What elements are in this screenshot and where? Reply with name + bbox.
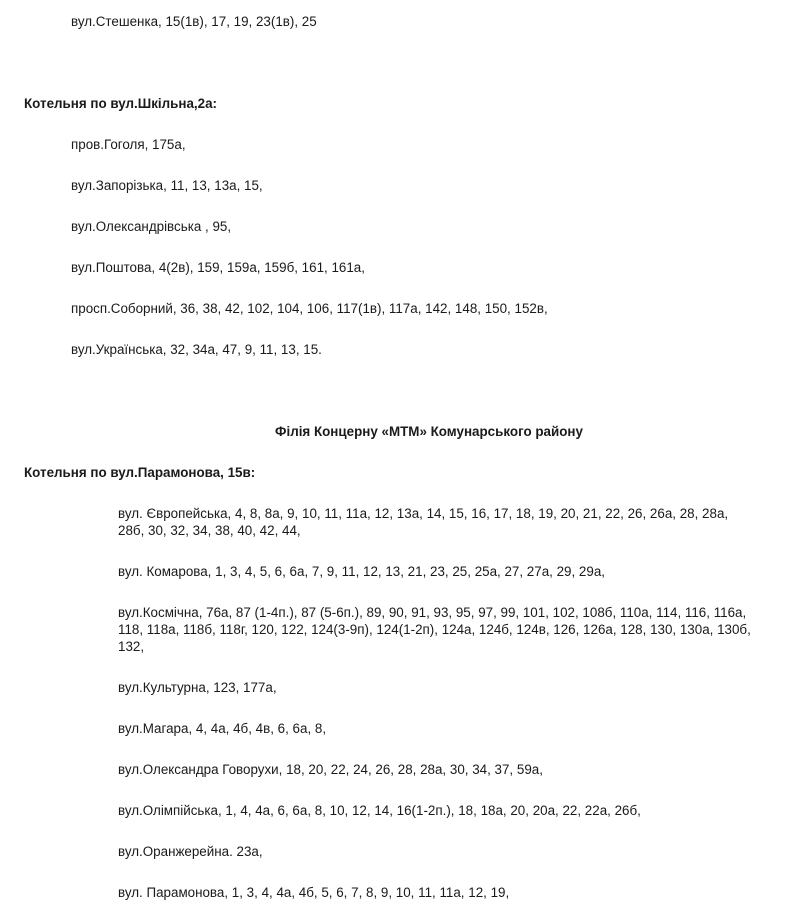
street-line: вул.Поштова, 4(2в), 159, 159а, 159б, 161, 161а, bbox=[71, 260, 365, 275]
street-line: вул.Культурна, 123, 177а, bbox=[118, 680, 277, 695]
street-line: просп.Соборний, 36, 38, 42, 102, 104, 106, 117(1в), 117а, 142, 148, 150, 152в, bbox=[71, 301, 548, 316]
branch-title: Філія Концерну «МТМ» Комунарського району bbox=[275, 424, 583, 439]
street-line: вул.Магара, 4, 4а, 4б, 4в, 6, 6а, 8, bbox=[118, 721, 327, 736]
boiler-heading: Котельня по вул.Парамонова, 15в: bbox=[24, 465, 256, 480]
street-line: вул.Стешенка, 15(1в), 17, 19, 23(1в), 25 bbox=[71, 14, 317, 29]
street-line: вул.Олександра Говорухи, 18, 20, 22, 24, 26, 28, 28а, 30, 34, 37, 59а, bbox=[118, 762, 543, 777]
street-line: вул.Запорізька, 11, 13, 13а, 15, bbox=[71, 178, 263, 193]
street-line: вул.Українська, 32, 34а, 47, 9, 11, 13, 15. bbox=[71, 342, 322, 357]
street-line: вул.Олександрівська , 95, bbox=[71, 219, 232, 234]
street-line: вул.Космічна, 76а, 87 (1-4п.), 87 (5-6п.), 89, 90, 91, 93, 95, 97, 99, 101, 102, 108б, 110а, 114, 116, 116а, 118, 118а, 118б, 118г, 120, 122, 124(3-9п), 124(1-2п), 124а, 124б, 124в, 126, 126а, 128, 130, 130а, 130б, 132, bbox=[118, 605, 751, 654]
street-line: вул.Оранжерейна. 23а, bbox=[118, 844, 263, 859]
street-line: пров.Гоголя, 175а, bbox=[71, 137, 186, 152]
street-line: вул.Олімпійська, 1, 4, 4а, 6, 6а, 8, 10, 12, 14, 16(1-2п.), 18, 18а, 20, 20а, 22, 22а, 26б, bbox=[118, 803, 641, 818]
street-line: вул. Європейська, 4, 8, 8а, 9, 10, 11, 11а, 12, 13а, 14, 15, 16, 17, 18, 19, 20, 21, 22, 26, 26а, 28, 28а, 28б, 30, 32, 34, 38, 40, 42, 44, bbox=[118, 506, 729, 538]
street-line: вул. Комарова, 1, 3, 4, 5, 6, 6а, 7, 9, 11, 12, 13, 21, 23, 25, 25а, 27, 27а, 29, 29а, bbox=[118, 564, 605, 579]
boiler-heading: Котельня по вул.Шкільна,2а: bbox=[24, 96, 217, 111]
street-line: вул. Парамонова, 1, 3, 4, 4а, 4б, 5, 6, 7, 8, 9, 10, 11, 11а, 12, 19, bbox=[118, 885, 510, 900]
